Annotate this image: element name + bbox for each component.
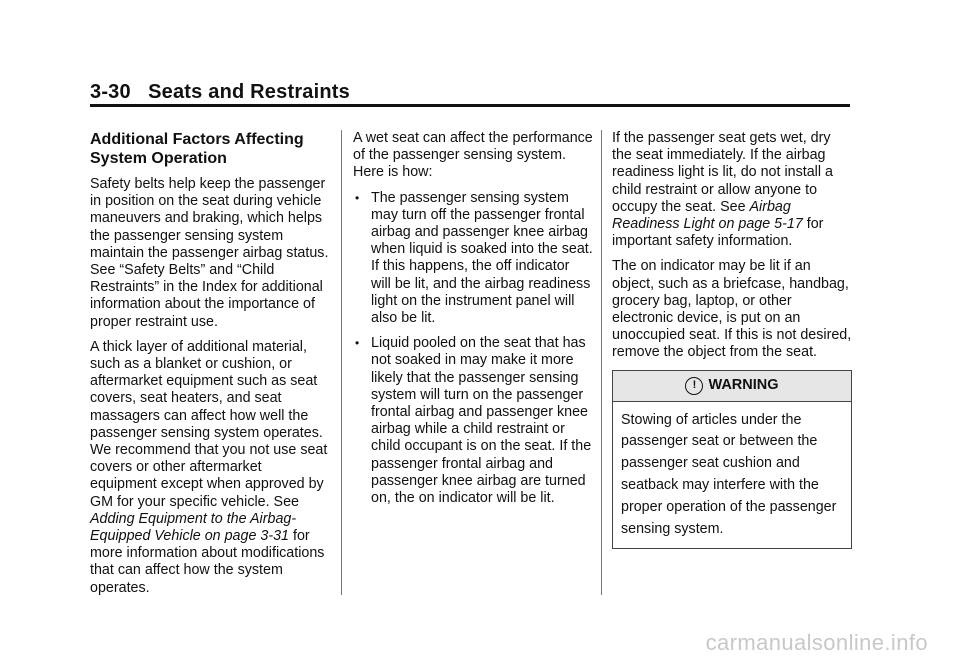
bullet-list: [353, 190, 593, 508]
list-item: • The passenger sensing system may turn off the passenger frontal airbag and passenger knee airbag when liquid is soaked into the seat. If this happens, the off indicator will be lit, and the airbag readiness light on the instrument panel will also be lit.: [355, 189, 593, 327]
cross-reference-airbag-readiness[interactable]: Airbag Readiness Light on page 5-17: [612, 198, 803, 233]
warning-title: WARNING: [708, 377, 779, 394]
warning-header: [613, 371, 851, 402]
column-divider-2: [601, 130, 602, 595]
paragraph-on-indicator: The on indicator may be lit if an object, such as a briefcase, handbag, grocery bag, laptop, or other electronic device, is put on an unoccupied seat. If this is not desired, remove the object from the seat.: [612, 258, 852, 361]
bullet-icon: •: [355, 336, 360, 351]
page-title: [90, 80, 850, 104]
header-rule: [90, 104, 850, 107]
column-middle: [353, 130, 593, 515]
warning-box: [612, 370, 852, 550]
column-left: [90, 130, 330, 605]
bullet-icon: •: [355, 190, 360, 205]
column-right: [612, 130, 852, 549]
section-title: Seats and Restraints: [148, 81, 350, 103]
warning-icon: !: [685, 377, 703, 395]
paragraph-wet-seat: A wet seat can affect the performance of the passenger sensing system. Here is how:: [353, 130, 593, 181]
section-heading: Additional Factors Affecting System Operation: [90, 131, 304, 167]
paragraph-dry-seat: If the passenger seat gets wet, dry the seat immediately. If the airbag readiness light is lit, do not install a child restraint or allow anyone to occupy the seat. See Airbag Readiness Light on page 5-17 for important safety information.: [612, 130, 833, 250]
column-divider-1: [341, 130, 342, 595]
paragraph-safety-belts: Safety belts help keep the passenger in position on the seat during vehicle maneuvers and braking, which helps the passenger sensing system maintain the passenger airbag status. See “Safety Belts” and “Child Restraints” in the Index for additional information about the importance of proper restraint use.: [90, 176, 329, 330]
list-item: • Liquid pooled on the seat that has not soaked in may make it more likely that the passenger sensing system will turn on the passenger frontal airbag and passenger knee airbag while a child restraint or child occupant is on the seat. If the passenger frontal airbag and passenger knee airbag are turned on, the on indicator will be lit.: [355, 335, 592, 507]
warning-body: Stowing of articles under the passenger seat or between the passenger seat cushion and seatback may interfere with the proper operation of the passenger sensing system.: [621, 411, 837, 537]
page-number: 3-30: [90, 81, 131, 103]
watermark: carmanualsonline.info: [705, 630, 928, 655]
paragraph-additional-material: A thick layer of additional material, such as a blanket or cushion, or aftermarket equipment such as seat covers, seat heaters, and seat massagers can affect how well the passenger sensing system operates. We recommend that you not use seat covers or other aftermarket equipment except when approved by GM for your specific vehicle. See Adding Equipment to the Airbag-Equipped Vehicle on page 3-31 for more information about modifications that can affect how the system operates.: [90, 338, 328, 596]
page-header: [90, 80, 850, 104]
cross-reference-adding-equipment[interactable]: Adding Equipment to the Airbag-Equipped Vehicle on page 3-31: [90, 510, 297, 545]
